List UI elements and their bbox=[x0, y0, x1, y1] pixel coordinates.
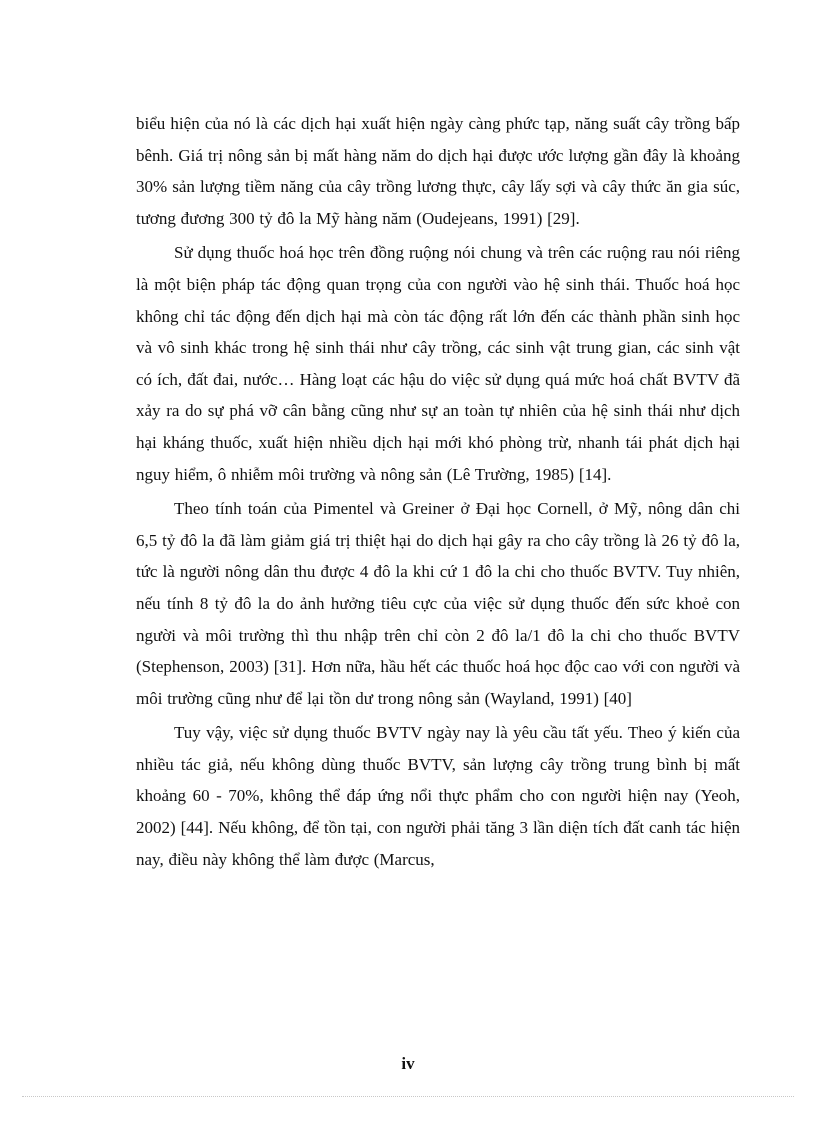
footer-divider bbox=[22, 1096, 794, 1097]
paragraph-pimentel-greiner: Theo tính toán của Pimentel và Greiner ở Đại học Cornell, ở Mỹ, nông dân chi 6,5 tỷ đô la đã làm giảm giá trị thiệt hại do dịch hại gây ra cho cây trồng là 26 tỷ đô la, tức là người nông dân thu được 4 đô la khi cứ 1 đô la chi cho thuốc BVTV. Tuy nhiên, nếu tính 8 tỷ đô la do ảnh hưởng tiêu cực của việc sử dụng thuốc đến sức khoẻ con người và môi trường thì thu nhập trên chỉ còn 2 đô la/1 đô la chi cho thuốc BVTV (Stephenson, 2003) [31]. Hơn nữa, hầu hết các thuốc hoá học độc cao với con người và môi trường cũng như để lại tồn dư trong nông sản (Wayland, 1991) [40] bbox=[136, 499, 740, 708]
page-number: iv bbox=[401, 1054, 415, 1073]
document-body bbox=[136, 108, 740, 875]
paragraph-pesticide-necessity: Tuy vậy, việc sử dụng thuốc BVTV ngày nay là yêu cầu tất yếu. Theo ý kiến của nhiều tác giả, nếu không dùng thuốc BVTV, sản lượng cây trồng trung bình bị mất khoảng 60 - 70%, không thể đáp ứng nổi thực phẩm cho con người hiện nay (Yeoh, 2002) [44]. Nếu không, để tồn tại, con người phải tăng 3 lần diện tích đất canh tác hiện nay, điều này không thể làm được (Marcus, bbox=[136, 723, 740, 869]
paragraph-pesticide-ecosystem: Sử dụng thuốc hoá học trên đồng ruộng nói chung và trên các ruộng rau nói riêng là một biện pháp tác động quan trọng của con người vào hệ sinh thái. Thuốc hoá học không chỉ tác động đến dịch hại mà còn tác động rất lớn đến các thành phần sinh học và vô sinh khác trong hệ sinh thái như cây trồng, các sinh vật trung gian, các sinh vật có ích, đất đai, nước… Hàng loạt các hậu do việc sử dụng quá mức hoá chất BVTV đã xảy ra do sự phá vỡ cân bằng cũng như sự an toàn tự nhiên của hệ sinh thái như dịch hại kháng thuốc, xuất hiện nhiều dịch hại mới khó phòng trừ, nhanh tái phát dịch hại nguy hiểm, ô nhiễm môi trường và nông sản (Lê Trường, 1985) [14]. bbox=[136, 243, 740, 484]
paragraph-continuation: biểu hiện của nó là các dịch hại xuất hiện ngày càng phức tạp, năng suất cây trồng bấp bênh. Giá trị nông sản bị mất hàng năm do dịch hại được ước lượng gần đây là khoảng 30% sản lượng tiềm năng của cây trồng lương thực, cây lấy sợi và cây thức ăn gia súc, tương đương 300 tỷ đô la Mỹ hàng năm (Oudejeans, 1991) [29]. bbox=[136, 114, 740, 228]
